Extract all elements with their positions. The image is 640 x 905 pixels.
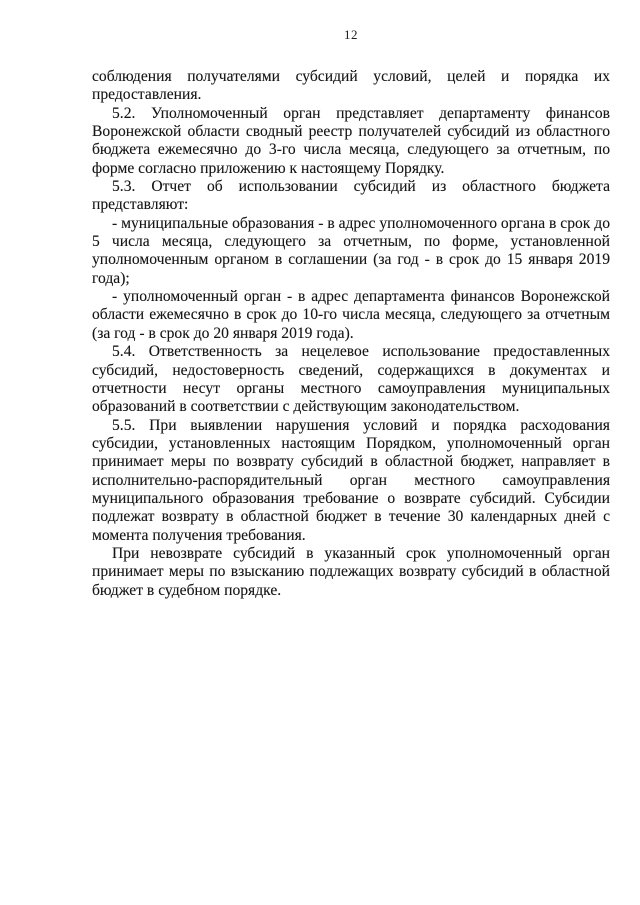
paragraph: 5.2. Уполномоченный орган представляет департаменту финансов Воронежской области сводный реестр получателей субсидий из областного бюджета ежемесячно до 3-го числа месяца, следующего за отчетным, по форме согласно приложению к настоящему Порядку. [92,104,610,177]
page-number: 12 [344,27,358,42]
paragraph: 5.4. Ответственность за нецелевое использование предоставленных субсидий, недостоверность сведений, содержащихся в документах и отчетности несут органы местного самоуправления муниципальных образований в соответствии с действующим законодательством. [92,343,610,416]
paragraph: 5.3. Отчет об использовании субсидий из областного бюджета представляют: [92,178,610,214]
paragraph: соблюдения получателями субсидий условий, целей и порядка их предоставления. [92,68,610,104]
paragraph: 5.5. При выявлении нарушения условий и порядка расходования субсидии, установленных настоящим Порядком, уполномоченный орган принимает меры по возврату субсидий в областной бюджет, направляет в исполнительно-распорядительный орган местного самоуправления муниципального образования требование о возврате субсидий. Субсидии подлежат возврату в областной бюджет в течение 30 календарных дней с момента получения требования. [92,416,610,544]
document-body [92,68,610,600]
paragraph: - муниципальные образования - в адрес уполномоченного органа в срок до 5 числа месяца, следующего за отчетным, по форме, установленной уполномоченным органом в соглашении (за год - в срок до 15 января 2019 года); [92,214,610,287]
paragraph: - уполномоченный орган - в адрес департамента финансов Воронежской области ежемесячно в срок до 10-го числа месяца, следующего за отчетным (за год - в срок до 20 января 2019 года). [92,288,610,342]
paragraph: При невозврате субсидий в указанный срок уполномоченный орган принимает меры по взысканию подлежащих возврату субсидий в областной бюджет в судебном порядке. [92,544,610,599]
